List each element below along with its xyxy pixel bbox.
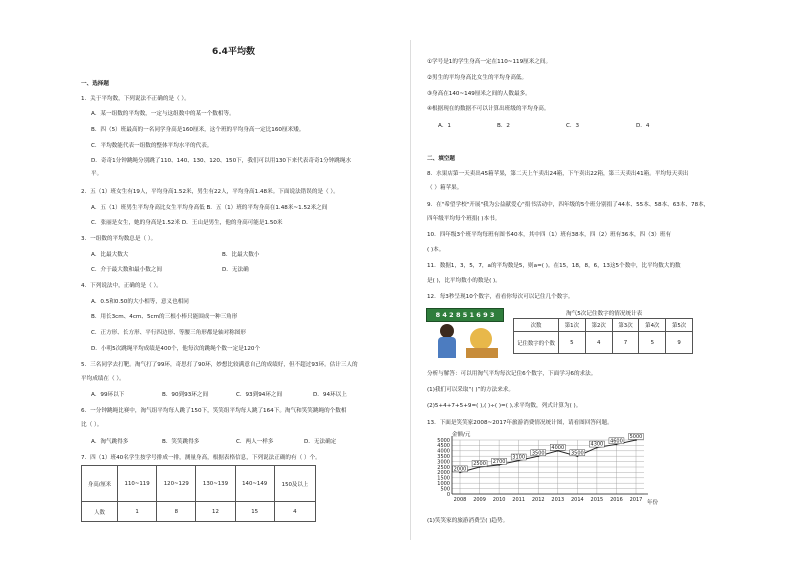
memory-table-cell: 9 <box>666 332 693 354</box>
chart-y-tick-label: 3500 <box>437 454 450 460</box>
q6-option-d: D．无法确定 <box>304 439 337 445</box>
q6-stem-cont: 比（ ）。 <box>81 422 103 428</box>
chart-y-axis-label: 金额/元 <box>452 432 471 438</box>
chart-y-tick-label: 2000 <box>437 470 450 477</box>
q1-option-c: C．平均数能代表一组数的整体平均水平的代表。 <box>91 143 213 149</box>
chart-y-tick-label: 2500 <box>437 464 450 471</box>
memory-table-header: 次数 <box>514 319 559 332</box>
column-divider <box>410 40 411 540</box>
q9-stem-cont: 四年级平均每个班捐( )本书。 <box>427 216 501 222</box>
q4-stem: 4．下列说法中，正确的是（ ）。 <box>81 283 162 289</box>
q4-option-a: A．0.5和0.50的大小相等，意义也相同 <box>91 299 189 305</box>
page-title: 6.4平均数 <box>212 47 255 57</box>
q5-stem: 5．三名同学去打靶。淘气打了99环，奇思打了90环，妙想比较满意自己的成绩好，但不超过93环。估计三人的 <box>81 362 358 368</box>
q4-option-b: B．用长3cm、4cm、5cm的三根小棒只能围成一种三角形 <box>91 314 238 320</box>
chart-x-tick-label: 2016 <box>610 497 623 503</box>
q6-option-c: C．两人一样多 <box>236 439 274 445</box>
height-table-header: 110~119 <box>118 466 157 502</box>
q2-options-ab: A．五（1）班男生平均身高比女生平均身高低 B．五（1）班的平均身高在1.48米~1.52米之间 <box>91 205 328 211</box>
q10-stem: 10．四年级3个班平均每班有图书40本，其中四（1）班有38本，四（2）班有36本，四（3）班有 <box>427 232 672 238</box>
memory-table-row-label: 记住数字的个数 <box>514 332 559 354</box>
memory-table-cell: 7 <box>612 332 639 354</box>
q6-option-a: A．淘气跳得多 <box>91 439 129 445</box>
q7-stem: 7．四（1）班40名学生按学号排成一排，测量身高，根据表格信息，下列说法正确的有（ ）个。 <box>81 455 321 461</box>
chart-x-tick-label: 2012 <box>531 497 545 503</box>
height-table-header: 140~149 <box>235 466 274 502</box>
q12-part-2: (2)5+4+7+5+9=( ),( )÷( )=( ),求平均数，列式计算为( )。 <box>427 403 582 409</box>
chart-data-label: 4000 <box>551 444 565 451</box>
q7-statement-2: ②男生的平均身高比女生的平均身高低。 <box>427 75 528 81</box>
memory-table-header: 第3次 <box>612 319 639 332</box>
q11-stem: 11．数据1，3，5，7，a的平均数是5，则a=( )。在15，18，8，6，13这5个数中，比平均数大的数 <box>427 263 681 269</box>
chart-data-label: 3500 <box>570 450 584 457</box>
height-table-header: 150及以上 <box>274 466 315 502</box>
kid-body <box>438 337 456 358</box>
section-fill-heading: 二、填空题 <box>427 156 455 162</box>
q3-option-d: D．无法确 <box>222 267 249 273</box>
chart-y-tick-label: 4000 <box>437 448 450 455</box>
q7-choice-a: A．1 <box>438 123 451 129</box>
memory-table-header: 第1次 <box>559 319 586 332</box>
chart-data-label: 5000 <box>629 434 643 441</box>
chart-x-tick-label: 2011 <box>512 497 526 503</box>
q12-part-1: (1)我们可以采取“( )”的方法来求。 <box>427 387 514 393</box>
chart-y-tick-label: 0 <box>446 491 450 498</box>
q1-option-d: D．奇奇1分钟跳绳分别跳了110、140、130、120、150下，我们可以用130下来代表奇奇1分钟跳绳水 <box>91 158 352 164</box>
tiger-mascot <box>470 328 492 350</box>
chart-x-tick-label: 2015 <box>590 497 604 503</box>
height-table-cell: 12 <box>196 502 235 522</box>
q7-choice-b: B．2 <box>497 123 510 129</box>
q1-option-d-cont: 平。 <box>91 171 103 177</box>
chart-y-tick-label: 5000 <box>437 437 450 444</box>
memory-table-cell: 5 <box>639 332 666 354</box>
chart-data-label: 2500 <box>473 461 486 468</box>
q4-option-d: D．小明5次跳绳平均成绩是400个，他每次的跳绳个数一定是120个 <box>91 346 261 352</box>
q5-option-a: A．99环以下 <box>91 392 125 398</box>
chart-data-label: 2000 <box>453 466 467 473</box>
q1-option-a: A．某一组数的平均数，一定与这组数中的某一个数相等。 <box>91 111 235 117</box>
chart-data-label: 3100 <box>512 454 526 461</box>
memory-table-caption: 淘气5次记住数字的情况统计表 <box>566 311 643 317</box>
chart-x-ticks <box>454 497 643 503</box>
height-table-header: 120~129 <box>157 466 196 502</box>
q7-choice-c: C．3 <box>566 123 580 129</box>
chart-y-tick-label: 4500 <box>437 443 450 450</box>
chart-data-label: 2700 <box>492 458 506 465</box>
chart-x-tick-label: 2009 <box>473 497 486 503</box>
q9-stem: 9．在"希望学校"开展"我为公益献爱心"捐书活动中，四年级的5个班分别捐了44本、55本、58本、63本、78本， <box>427 202 710 208</box>
chart-data-label: 4300 <box>590 441 604 448</box>
chart-x-tick-label: 2013 <box>551 497 565 503</box>
q11-stem-cont: 是( )，比平均数小的数是( )。 <box>427 278 501 284</box>
chart-x-axis-label: 年份 <box>647 500 659 506</box>
q7-statement-4: ④根据现在的数据不可以计算出班级的平均身高。 <box>427 106 550 112</box>
q3-stem: 3．一组数的平均数总是（ ）。 <box>81 236 157 242</box>
tourism-line-chart <box>420 428 680 508</box>
kid-head <box>440 324 454 338</box>
chalkboard: 8 4 2 8 5 1 6 9 3 <box>426 308 504 322</box>
q8-stem: 8．水果店第一天卖出45箱苹果，第二天上午卖出24箱，下午卖出22箱，第三天卖出41箱。平均每天卖出 <box>427 171 689 177</box>
q5-option-d: D．94环以上 <box>313 392 347 398</box>
q7-choice-d: D．4 <box>636 123 650 129</box>
memory-table <box>513 318 693 354</box>
q13-part-1: (1)笑笑家的旅游消费呈( )趋势。 <box>427 518 509 524</box>
q1-option-b: B．四（5）班最高的一名同学身高是160厘米，这个班的平均身高一定比160厘米矮。 <box>91 127 305 133</box>
desk <box>466 348 498 358</box>
q13-stem: 13．下面是笑笑家2008~2017年旅游消费情况统计图，请看图回答问题。 <box>427 420 613 426</box>
q12-stem: 12．每3秒呈现10个数字，看看你每次可以记住几个数字。 <box>427 294 574 300</box>
section-choice-heading: 一、选择题 <box>81 81 109 87</box>
memory-table-header: 第2次 <box>585 319 612 332</box>
memory-table-cell: 5 <box>559 332 586 354</box>
memory-table-cell: 4 <box>585 332 612 354</box>
q3-option-a: A．比最大数大 <box>91 252 129 258</box>
q4-option-c: C．正方形、长方形、平行四边形、等腰三角形都是轴对称图形 <box>91 330 246 336</box>
height-table <box>81 465 316 522</box>
memory-table-header: 第5次 <box>666 319 693 332</box>
q2-options-cd: C．张丽是女生，她的身高是1.52米 D．王山是男生，他的身高可能是1.50米 <box>91 220 283 226</box>
q2-stem: 2．五（1）班女生有19人，平均身高1.52米，男生有22人，平均身高1.48米。下面说法错误的是（ ）。 <box>81 189 339 195</box>
chart-y-tick-label: 1000 <box>437 481 450 487</box>
height-table-cell: 1 <box>118 502 157 522</box>
height-table-row-label: 人数 <box>82 502 118 522</box>
q5-stem-cont: 平均成绩在（ ）。 <box>81 376 125 382</box>
q3-option-b: B．比最大数小 <box>222 252 260 258</box>
memory-game-illustration <box>426 308 504 358</box>
height-table-cell: 4 <box>274 502 315 522</box>
q7-statement-3: ③身高在140~149厘米之间的人数最多。 <box>427 91 531 97</box>
chart-y-tick-label: 3000 <box>437 459 450 466</box>
chart-x-tick-label: 2008 <box>453 497 467 503</box>
height-table-header: 身高/厘米 <box>82 466 118 502</box>
chart-y-tick-label: 1500 <box>437 475 450 482</box>
chart-x-tick-label: 2014 <box>570 497 584 503</box>
chart-data-label: 3500 <box>531 450 545 457</box>
chart-x-tick-label: 2017 <box>629 497 643 503</box>
chart-y-ticks <box>437 438 450 498</box>
q5-option-b: B．90到93环之间 <box>162 392 209 398</box>
q5-option-c: C．93到94环之间 <box>236 392 283 398</box>
height-table-header: 130~139 <box>196 466 235 502</box>
q12-analysis: 分析与解答：可以用淘气平均每次记住6个数字，下面学习6的求法。 <box>427 371 597 377</box>
q8-stem-cont: （ ）箱苹果。 <box>427 185 463 191</box>
height-table-cell: 8 <box>157 502 196 522</box>
q6-stem: 6．一分钟跳绳比赛中，淘气组平均每人跳了150下，笑笑组平均每人跳了164下。淘气和笑笑跳绳的个数相 <box>81 408 347 414</box>
height-table-cell: 15 <box>235 502 274 522</box>
q7-statement-1: ①学号是1的学生身高一定在110~119厘米之间。 <box>427 59 552 65</box>
q3-option-c: C．介于最大数和最小数之间 <box>91 267 163 273</box>
q10-stem-cont: ( )本。 <box>427 247 445 253</box>
chart-y-tick-label: 500 <box>440 486 450 493</box>
memory-table-header: 第4次 <box>639 319 666 332</box>
chart-x-tick-label: 2010 <box>492 497 506 503</box>
q1-stem: 1．关于平均数，下列说法不正确的是（ ）。 <box>81 96 190 102</box>
q6-option-b: B．笑笑跳得多 <box>162 439 200 445</box>
chart-data-label: 4600 <box>610 438 623 445</box>
